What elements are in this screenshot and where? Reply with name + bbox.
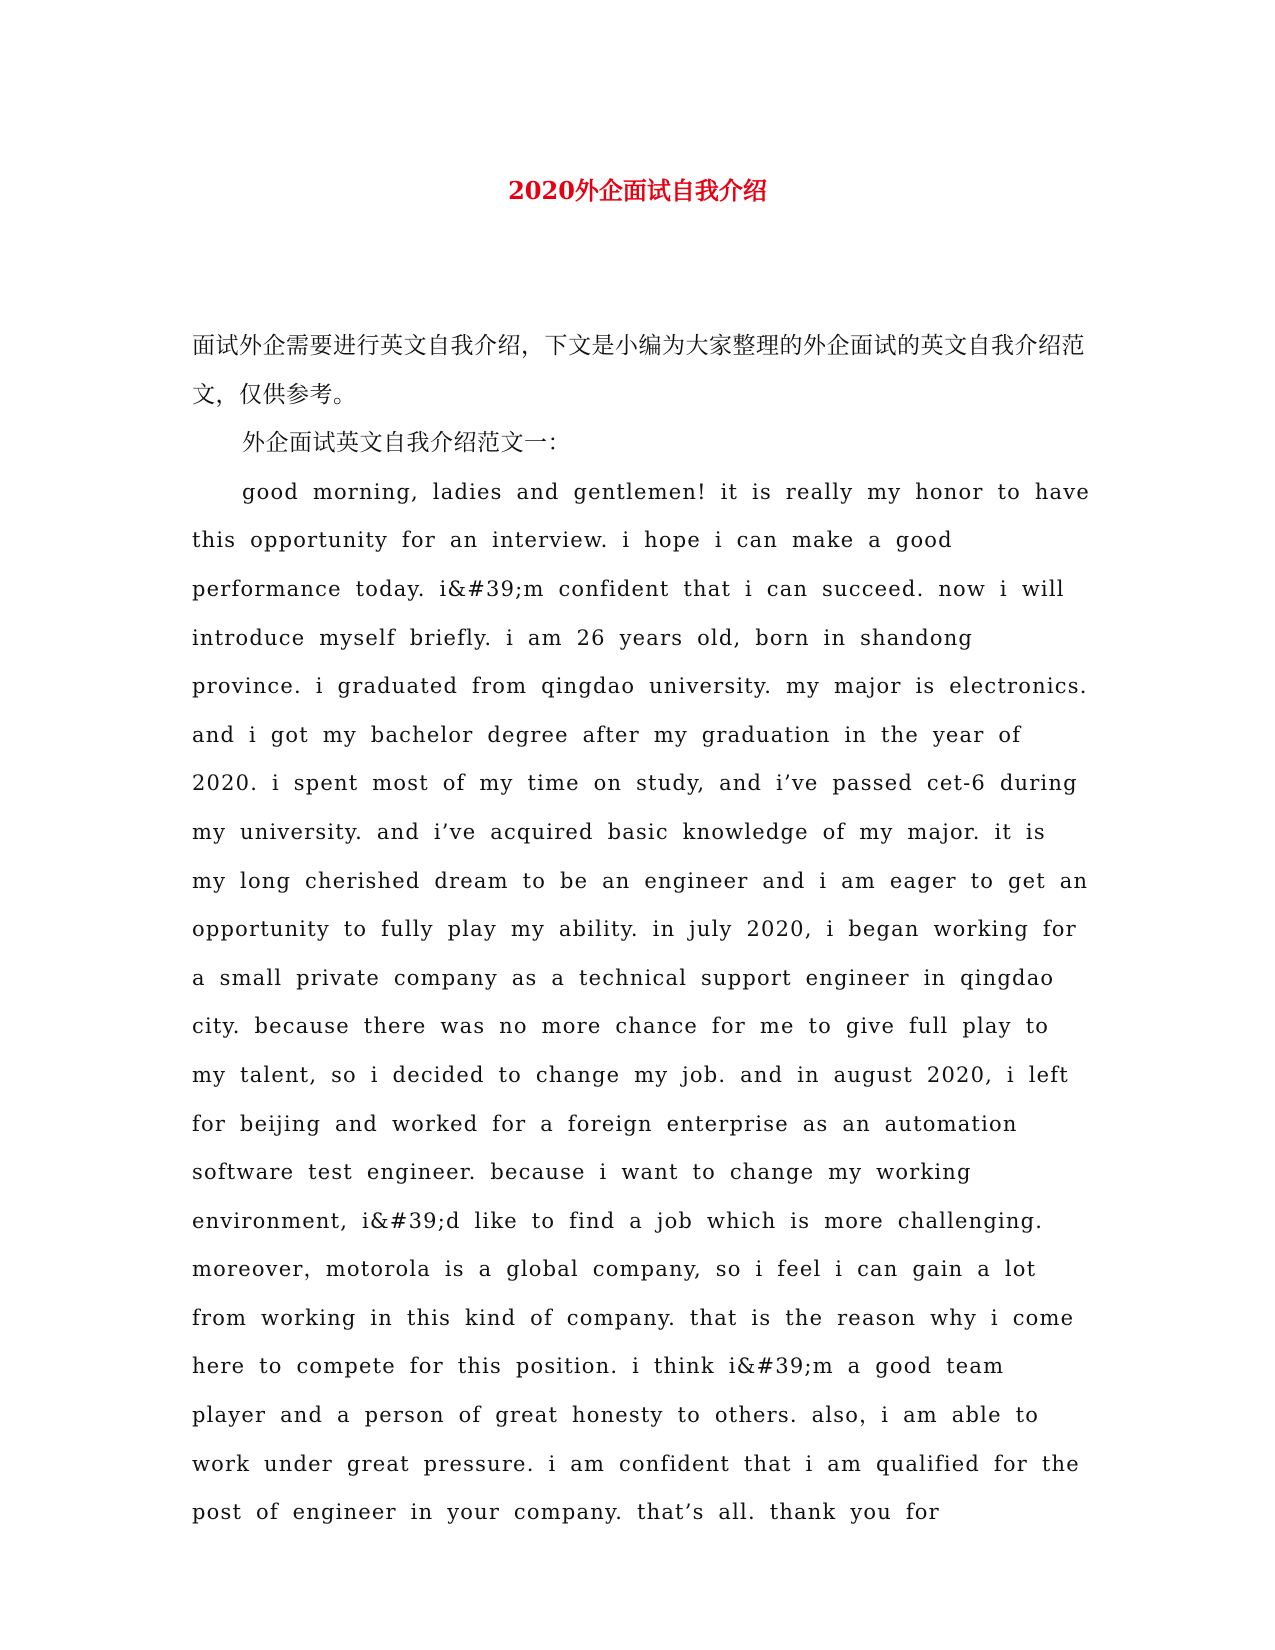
intro-paragraph: 面试外企需要进行英文自我介绍，下文是小编为大家整理的外企面试的英文自我介绍范文，仅供参考。	[192, 333, 1085, 408]
document-body	[192, 322, 1092, 1537]
english-body-paragraph: good morning, ladies and gentlemen! it is really my honor to have this opportunity for an interview. i hope i can make a good performance today. i&#39;m confident that i can succeed. now i will introduce myself briefly. i am 26 years old, born in shandong province. i graduated from qingdao university. my major is electronics. and i got my bachelor degree after my graduation in the year of 2020. i spent most of my time on study, and i’ve passed cet-6 during my university. and i’ve acquired basic knowledge of my major. it is my long cherished dream to be an engineer and i am eager to get an opportunity to fully play my ability. in july 2020, i began working for a small private company as a technical support engineer in qingdao city. because there was no more chance for me to give full play to my talent, so i decided to change my job. and in august 2020, i left for beijing and worked for a foreign enterprise as an automation software test engineer. because i want to change my working environment, i&#39;d like to find a job which is more challenging. moreover，motorola is a global company, so i feel i can gain a lot from working in this kind of company. that is the reason why i come here to compete for this position. i think i&#39;m a good team player and a person of great honesty to others. also，i am able to work under great pressure. i am confident that i am qualified for the post of engineer in your company. that’s all. thank you for	[192, 479, 1090, 1525]
section-heading: 外企面试英文自我介绍范文一：	[242, 430, 571, 457]
document-title: 2020外企面试自我介绍	[508, 176, 767, 205]
